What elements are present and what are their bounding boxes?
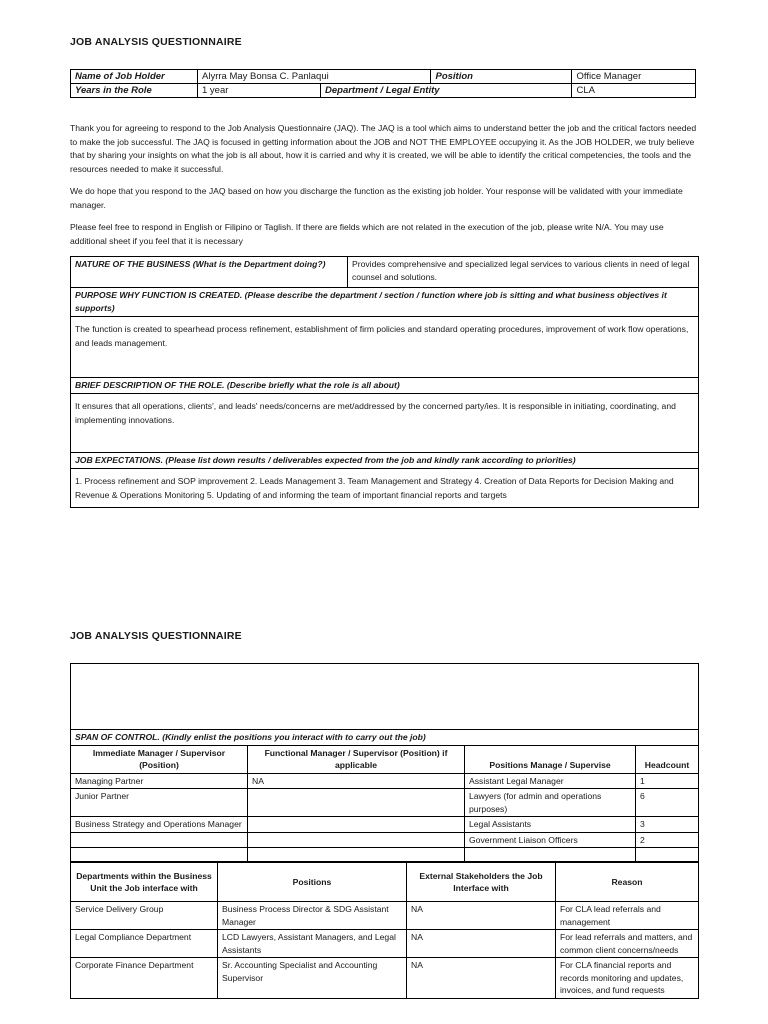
years-value: 1 year — [198, 84, 321, 98]
expectations-value: 1. Process refinement and SOP improvement 2. Leads Management 3. Team Management and Strategy 4. Creation of Data Reports for Decision Making and Revenue & Operations Monitoring 5. Updating of and informing the team of important financial reports and targets — [71, 469, 699, 508]
nature-value: Provides comprehensive and specialized legal services to various clients in need of legal counsel and solutions. — [348, 257, 699, 288]
brief-value: It ensures that all operations, clients', and leads' needs/concerns are met/addressed by the concerned party/ies. It is responsible in initiating, coordinating, and implementing innovations. — [71, 394, 699, 453]
span-label: SPAN OF CONTROL. (Kindly enlist the positions you interact with to carry out the job) — [71, 730, 699, 746]
header-dept: Departments within the Business Unit the Job interface with — [71, 863, 218, 902]
functional-cell — [248, 817, 465, 833]
external-cell: NA — [407, 930, 556, 958]
departments-table — [70, 862, 699, 999]
purpose-value: The function is created to spearhead process refinement, establishment of firm policies and standard operating procedures, improvement of work flow operations, and leads management. — [71, 317, 699, 378]
position-label: Position — [431, 70, 572, 84]
functional-cell: NA — [248, 773, 465, 789]
intro-paragraph: We do hope that you respond to the JAQ based on how you discharge the function as the existing job holder. Your response will be validated with your immediate manager. — [70, 186, 683, 210]
job-details-table — [70, 256, 699, 508]
position-cell: Legal Assistants — [465, 817, 636, 833]
table-row — [71, 789, 699, 817]
headcount-cell: 6 — [636, 789, 699, 817]
page-title: JOB ANALYSIS QUESTIONNAIRE — [70, 630, 242, 642]
position-cell: Lawyers (for admin and operations purposes) — [465, 789, 636, 817]
positions-cell: Sr. Accounting Specialist and Accounting Supervisor — [218, 958, 407, 999]
header-headcount: Headcount — [636, 745, 699, 773]
name-label: Name of Job Holder — [71, 70, 198, 84]
dept-cell: Service Delivery Group — [71, 902, 218, 930]
functional-cell — [248, 848, 465, 862]
headcount-cell — [636, 848, 699, 862]
table-row — [71, 902, 699, 930]
table-row — [71, 958, 699, 999]
page-title: JOB ANALYSIS QUESTIONNAIRE — [70, 36, 242, 48]
years-label: Years in the Role — [71, 84, 198, 98]
table-row — [71, 832, 699, 848]
brief-label: BRIEF DESCRIPTION OF THE ROLE. (Describe briefly what the role is all about) — [71, 378, 699, 394]
position-value: Office Manager — [572, 70, 696, 84]
dept-cell: Corporate Finance Department — [71, 958, 218, 999]
immediate-cell: Junior Partner — [71, 789, 248, 817]
headcount-cell: 3 — [636, 817, 699, 833]
dept-label: Department / Legal Entity — [321, 84, 572, 98]
dept-cell: Legal Compliance Department — [71, 930, 218, 958]
positions-cell: Business Process Director & SDG Assistant Manager — [218, 902, 407, 930]
immediate-cell — [71, 832, 248, 848]
purpose-label: PURPOSE WHY FUNCTION IS CREATED. (Please describe the department / section / function where job is sitting and what business objectives it supports) — [71, 288, 699, 317]
expectations-label: JOB EXPECTATIONS. (Please list down results / deliverables expected from the job and kindly rank according to priorities) — [71, 453, 699, 469]
job-holder-table — [70, 69, 696, 98]
position-cell: Government Liaison Officers — [465, 832, 636, 848]
immediate-cell: Business Strategy and Operations Manager — [71, 817, 248, 833]
header-external: External Stakeholders the Job Interface with — [407, 863, 556, 902]
header-positions: Positions — [218, 863, 407, 902]
functional-cell — [248, 832, 465, 848]
headcount-cell: 1 — [636, 773, 699, 789]
header-reason: Reason — [556, 863, 699, 902]
span-of-control-table — [70, 663, 699, 862]
nature-label: NATURE OF THE BUSINESS (What is the Department doing?) — [71, 257, 348, 288]
header-positions: Positions Manage / Supervise — [465, 745, 636, 773]
intro-paragraph: Thank you for agreeing to respond to the Job Analysis Questionnaire (JAQ). The JAQ is a tool which aims to understand better the job and the critical factors needed to make the job successful. The JAQ is focused in getting information about the JOB and NOT THE EMPLOYEE occupying it. As the JOB HOLDER, we truly believe that by sharing your insights on what the job is all about, how it is carried and why it is created, we will be able to identify the critical competencies, the tools and the resources needed to make it successful. — [70, 123, 697, 174]
blank-section — [71, 664, 699, 730]
immediate-cell: Managing Partner — [71, 773, 248, 789]
reason-cell: For CLA lead referrals and management — [556, 902, 699, 930]
header-functional: Functional Manager / Supervisor (Position) if applicable — [248, 745, 465, 773]
external-cell: NA — [407, 902, 556, 930]
reason-cell: For lead referrals and matters, and common client concerns/needs — [556, 930, 699, 958]
dept-value: CLA — [572, 84, 696, 98]
table-row — [71, 848, 699, 862]
name-value: Alyrra May Bonsa C. Panlaqui — [198, 70, 431, 84]
header-immediate: Immediate Manager / Supervisor (Position) — [71, 745, 248, 773]
headcount-cell: 2 — [636, 832, 699, 848]
table-row — [71, 930, 699, 958]
immediate-cell — [71, 848, 248, 862]
position-cell: Assistant Legal Manager — [465, 773, 636, 789]
table-row — [71, 817, 699, 833]
position-cell — [465, 848, 636, 862]
reason-cell: For CLA financial reports and records monitoring and updates, invoices, and fund requests — [556, 958, 699, 999]
intro-paragraph: Please feel free to respond in English or Filipino or Taglish. If there are fields which are not related in the execution of the job, please write N/A. You may use additional sheet if you feel that it is necessary — [70, 222, 664, 246]
functional-cell — [248, 789, 465, 817]
external-cell: NA — [407, 958, 556, 999]
table-row — [71, 773, 699, 789]
positions-cell: LCD Lawyers, Assistant Managers, and Legal Assistants — [218, 930, 407, 958]
